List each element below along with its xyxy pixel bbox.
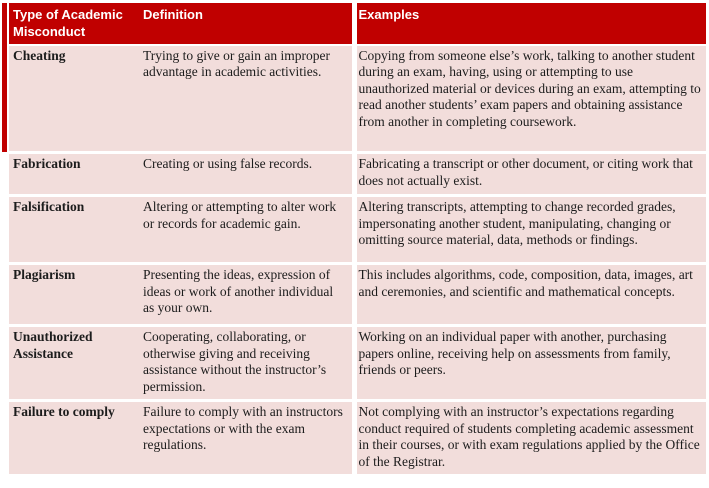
examples-cell: This includes algorithms, code, composition, data, images, art and ceremonies, and scientific and mathematical concepts. xyxy=(354,264,706,326)
table-row-fabrication xyxy=(9,153,706,196)
misconduct-type-cell: Unauthorized Assistance xyxy=(9,326,141,401)
definition-cell: Creating or using false records. xyxy=(141,153,354,196)
examples-cell: Altering transcripts, attempting to change recorded grades, impersonating another student, manipulating, changing or omitting source material, data, methods or findings. xyxy=(354,196,706,264)
definition-cell: Failure to comply with an instructors expectations or with the exam regulations. xyxy=(141,401,354,476)
misconduct-type-cell: Fabrication xyxy=(9,153,141,196)
definition-cell: Trying to give or gain an improper advantage in academic activities. xyxy=(141,45,354,153)
header-type-of-academic-misconduct: Type of Academic Misconduct xyxy=(9,3,141,45)
misconduct-type-cell: Falsification xyxy=(9,196,141,264)
table-row-unauthorized-assistance xyxy=(9,326,706,401)
definition-cell: Altering or attempting to alter work or records for academic gain. xyxy=(141,196,354,264)
academic-misconduct-table xyxy=(9,3,706,477)
misconduct-type-cell: Cheating xyxy=(9,45,141,153)
misconduct-type-cell: Failure to comply xyxy=(9,401,141,476)
misconduct-type-cell: Plagiarism xyxy=(9,264,141,326)
header-examples: Examples xyxy=(354,3,706,45)
header-definition: Definition xyxy=(141,3,354,45)
left-accent-bar xyxy=(2,3,7,152)
examples-cell: Copying from someone else’s work, talking to another student during an exam, having, using or attempting to use unauthorized material or devices during an exam, attempting to read another students’ exam papers and obtaining assistance from another in completing coursework. xyxy=(354,45,706,153)
table-row-falsification xyxy=(9,196,706,264)
table-row-plagiarism xyxy=(9,264,706,326)
table-row-cheating xyxy=(9,45,706,153)
examples-cell: Not complying with an instructor’s expectations regarding conduct required of students completing academic assessment in their courses, or with exam regulations applied by the Office of the Registrar. xyxy=(354,401,706,476)
table-header-row xyxy=(9,3,706,45)
definition-cell: Cooperating, collaborating, or otherwise giving and receiving assistance without the instructor’s permission. xyxy=(141,326,354,401)
table-row-failure-to-comply xyxy=(9,401,706,476)
examples-cell: Working on an individual paper with another, purchasing papers online, receiving help on assessments from family, friends or peers. xyxy=(354,326,706,401)
definition-cell: Presenting the ideas, expression of ideas or work of another individual as your own. xyxy=(141,264,354,326)
examples-cell: Fabricating a transcript or other document, or citing work that does not actually exist. xyxy=(354,153,706,196)
